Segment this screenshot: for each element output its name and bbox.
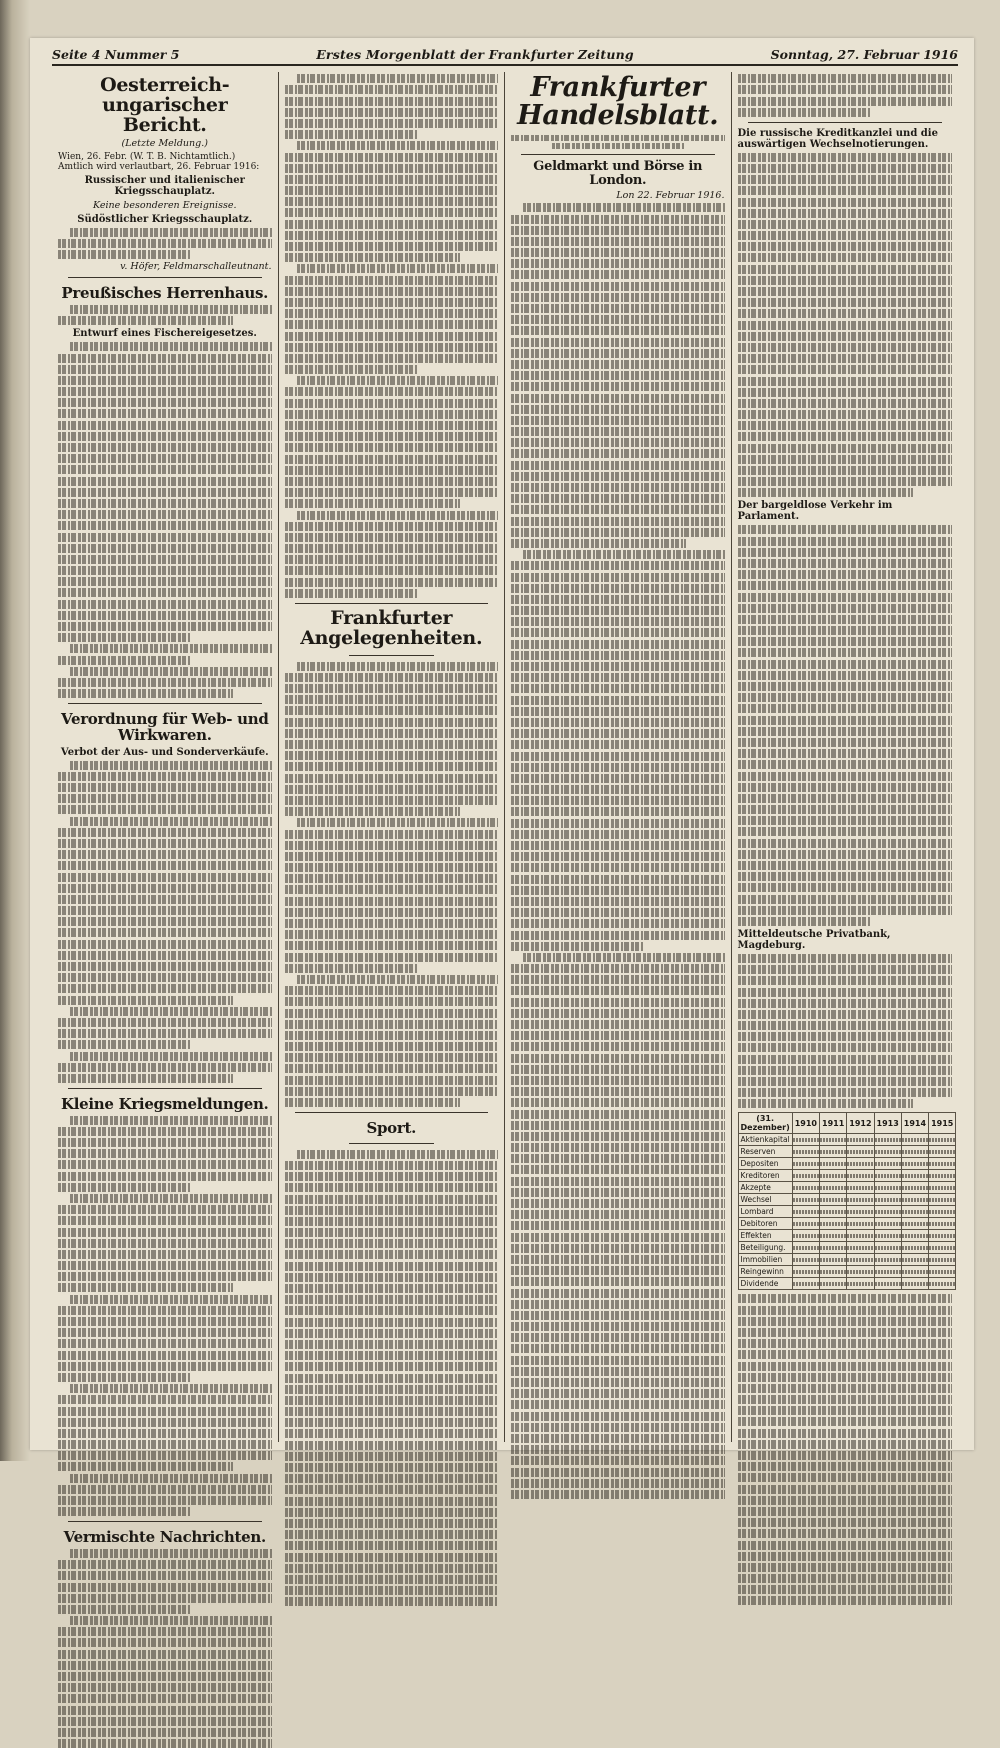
table-cell xyxy=(792,1242,819,1254)
table-cell xyxy=(792,1266,819,1278)
article-title-bargeldlos: Der bargeldlose Verkehr im Parlament. xyxy=(737,500,893,523)
table-cell xyxy=(847,1158,874,1170)
table-cell xyxy=(929,1206,956,1218)
table-cell xyxy=(901,1206,928,1218)
table-cell xyxy=(874,1254,901,1266)
table-header-cell: 1914 xyxy=(901,1113,928,1134)
table-cell xyxy=(792,1134,819,1146)
page-header xyxy=(52,44,958,66)
header-masthead: Erstes Morgenblatt der Frankfurter Zeitung xyxy=(316,46,634,62)
table-row xyxy=(738,1158,956,1170)
table-row xyxy=(738,1266,956,1278)
table-cell xyxy=(792,1182,819,1194)
table-row-label: Lombard xyxy=(738,1206,792,1218)
table-cell xyxy=(901,1146,928,1158)
table-cell xyxy=(929,1170,956,1182)
table-cell xyxy=(847,1170,874,1182)
table-row-label: Kreditoren xyxy=(738,1170,792,1182)
text-columns xyxy=(52,72,958,1547)
table-cell xyxy=(792,1206,819,1218)
table-header-cell: 1913 xyxy=(874,1113,901,1134)
article-title-handelsblatt: Frankfurter Handelsblatt. xyxy=(517,72,719,132)
table-row-label: Akzepte xyxy=(738,1182,792,1194)
section-southeast: Südöstlicher Kriegsschauplatz. xyxy=(77,213,253,225)
table-cell xyxy=(901,1194,928,1206)
table-cell xyxy=(847,1134,874,1146)
section-russian-italian: Russischer und italienischer Kriegsschauplatz. xyxy=(84,174,245,197)
article-subtitle: (Letzte Meldung.) xyxy=(121,137,208,149)
table-cell xyxy=(847,1206,874,1218)
table-cell xyxy=(820,1230,847,1242)
table-row-label: Dividende xyxy=(738,1278,792,1290)
table-cell xyxy=(847,1278,874,1290)
table-cell xyxy=(820,1254,847,1266)
table-cell xyxy=(792,1218,819,1230)
table-row xyxy=(738,1134,956,1146)
table-cell xyxy=(792,1194,819,1206)
table-cell xyxy=(847,1242,874,1254)
table-cell xyxy=(929,1182,956,1194)
article-title-herrenhaus: Preußisches Herrenhaus. xyxy=(61,284,269,303)
bank-balance-table xyxy=(738,1112,957,1290)
header-date: Sonntag, 27. Februar 1916 xyxy=(770,46,958,62)
table-header-cell: 1911 xyxy=(820,1113,847,1134)
article-dateline: Wien, 26. Febr. (W. T. B. Nichtamtlich.) Amtlich wird verlautbart, 26. Februar 1916: xyxy=(58,151,260,172)
table-cell xyxy=(874,1278,901,1290)
table-cell xyxy=(792,1158,819,1170)
table-cell xyxy=(820,1134,847,1146)
article-dateline-london: Lon 22. Februar 1916. xyxy=(616,190,725,202)
table-row xyxy=(738,1278,956,1290)
table-cell xyxy=(929,1254,956,1266)
table-cell xyxy=(847,1218,874,1230)
table-row xyxy=(738,1146,956,1158)
column-4 xyxy=(732,72,959,1442)
table-row-label: Reingewinn xyxy=(738,1266,792,1278)
column-2 xyxy=(279,72,506,1442)
table-header-cell: (31. Dezember) xyxy=(738,1113,792,1134)
table-cell xyxy=(820,1146,847,1158)
article-subtitle-verbot: Verbot der Aus- und Sonderverkäufe. xyxy=(60,746,269,758)
column-1 xyxy=(52,72,279,1547)
table-cell xyxy=(792,1278,819,1290)
table-row-label: Immobilien xyxy=(738,1254,792,1266)
table-row-label: Effekten xyxy=(738,1230,792,1242)
article-title-kleine-kriegsmeldungen: Kleine Kriegsmeldungen. xyxy=(61,1094,269,1113)
table-row xyxy=(738,1170,956,1182)
table-row xyxy=(738,1218,956,1230)
table-cell xyxy=(874,1242,901,1254)
table-cell xyxy=(901,1266,928,1278)
table-cell xyxy=(929,1218,956,1230)
table-cell xyxy=(901,1254,928,1266)
table-cell xyxy=(874,1170,901,1182)
table-cell xyxy=(820,1170,847,1182)
table-cell xyxy=(929,1230,956,1242)
table-header-cell: 1910 xyxy=(792,1113,819,1134)
table-row-label: Depositen xyxy=(738,1158,792,1170)
table-cell xyxy=(792,1254,819,1266)
table-cell xyxy=(820,1206,847,1218)
table-cell xyxy=(874,1182,901,1194)
column-3 xyxy=(505,72,732,1442)
table-row-label: Wechsel xyxy=(738,1194,792,1206)
table-cell xyxy=(901,1278,928,1290)
table-cell xyxy=(874,1134,901,1146)
table-row xyxy=(738,1242,956,1254)
table-cell xyxy=(929,1134,956,1146)
table-cell xyxy=(847,1266,874,1278)
table-row xyxy=(738,1206,956,1218)
table-cell xyxy=(820,1278,847,1290)
table-cell xyxy=(901,1158,928,1170)
table-row xyxy=(738,1254,956,1266)
newspaper-page xyxy=(30,38,974,1547)
table-cell xyxy=(847,1230,874,1242)
table-cell xyxy=(901,1134,928,1146)
table-cell xyxy=(929,1242,956,1254)
table-cell xyxy=(929,1158,956,1170)
table-cell xyxy=(901,1218,928,1230)
table-cell xyxy=(820,1182,847,1194)
table-cell xyxy=(820,1242,847,1254)
article-title-kreditkanzlei: Die russische Kreditkanzlei und die auswärtigen Wechselnotierungen. xyxy=(737,127,938,150)
article-signature: v. Höfer, Feldmarschalleutnant. xyxy=(120,261,272,273)
table-cell xyxy=(929,1278,956,1290)
table-row-label: Aktienkapital xyxy=(738,1134,792,1146)
table-row-label: Beteiligung. xyxy=(738,1242,792,1254)
section-text: Keine besonderen Ereignisse. xyxy=(93,199,237,211)
table-cell xyxy=(792,1170,819,1182)
table-row xyxy=(738,1182,956,1194)
table-row xyxy=(738,1230,956,1242)
table-cell xyxy=(792,1146,819,1158)
table-row xyxy=(738,1194,956,1206)
article-title-geldmarkt: Geldmarkt und Börse in London. xyxy=(533,158,703,188)
table-cell xyxy=(820,1158,847,1170)
table-cell xyxy=(901,1242,928,1254)
table-row-label: Reserven xyxy=(738,1146,792,1158)
table-cell xyxy=(874,1266,901,1278)
table-cell xyxy=(847,1194,874,1206)
table-cell xyxy=(874,1194,901,1206)
table-cell xyxy=(847,1182,874,1194)
article-title-austrian-report: Oesterreich-ungarischer Bericht. xyxy=(100,74,230,136)
table-header-cell: 1912 xyxy=(847,1113,874,1134)
table-header-cell: 1915 xyxy=(929,1113,956,1134)
header-page-number: Seite 4 Nummer 5 xyxy=(52,46,180,62)
article-title-vermischte-nachrichten: Vermischte Nachrichten. xyxy=(63,1528,266,1547)
table-cell xyxy=(820,1266,847,1278)
table-cell xyxy=(874,1158,901,1170)
article-title-sport: Sport. xyxy=(366,1119,417,1137)
article-subtitle-fischerei: Entwurf eines Fischereigesetzes. xyxy=(72,328,257,340)
table-cell xyxy=(874,1146,901,1158)
binding-edge xyxy=(0,0,30,1461)
article-title-frankfurter-angelegenheiten: Frankfurter Angelegenheiten. xyxy=(300,606,483,649)
table-cell xyxy=(847,1146,874,1158)
table-cell xyxy=(929,1194,956,1206)
table-cell xyxy=(874,1206,901,1218)
table-row-label: Debitoren xyxy=(738,1218,792,1230)
table-cell xyxy=(847,1254,874,1266)
table-cell xyxy=(929,1146,956,1158)
table-cell xyxy=(901,1170,928,1182)
table-cell xyxy=(874,1230,901,1242)
article-title-privatbank: Mitteldeutsche Privatbank, Magdeburg. xyxy=(737,928,891,951)
table-header-row xyxy=(738,1113,956,1134)
table-cell xyxy=(929,1266,956,1278)
table-cell xyxy=(820,1194,847,1206)
table-cell xyxy=(820,1218,847,1230)
table-cell xyxy=(901,1230,928,1242)
table-cell xyxy=(792,1230,819,1242)
article-title-verordnung: Verordnung für Web- und Wirkwaren. xyxy=(60,710,269,744)
table-cell xyxy=(874,1218,901,1230)
table-cell xyxy=(901,1182,928,1194)
